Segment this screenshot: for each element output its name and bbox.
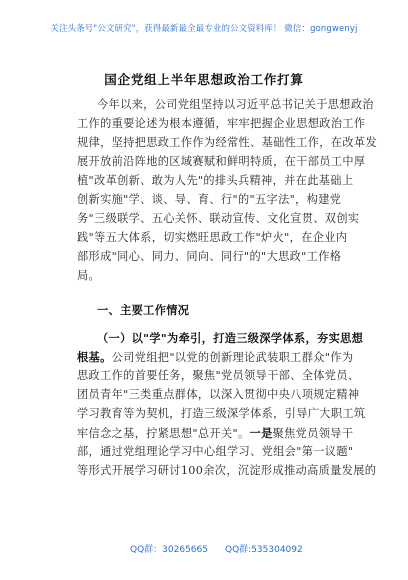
paragraph-line: 规律，坚持把思政工作作为经常性、基础性工作，在改革发 — [77, 136, 377, 149]
paragraph-line: 团员青年"三类重点群体，以深入贯彻中央八项规定精神 — [77, 388, 360, 401]
section-heading: 一、主要工作情况 — [97, 303, 190, 317]
top-banner: 关注头条号"公文研究"，获得最新最全最专业的公文资料库！ 微信：gongwenyj — [50, 23, 358, 33]
paragraph-text: 聚焦党员领导干 — [272, 427, 354, 440]
paragraph-line: 工作的重要论述为根本遵循，牢牢把握企业思想政治工作 — [77, 117, 366, 130]
paragraph-line: 践"等五大体系，切实燃旺思政工作"炉火"，在企业内 — [77, 231, 348, 244]
paragraph-line: 思政工作的首要任务，聚焦"党员领导干部、全体党员、 — [77, 369, 360, 382]
footer-qq-group-2: QQ群:535304092 — [225, 545, 303, 555]
paragraph-text: 牢信念之基，拧紧思想"总开关"。 — [77, 427, 250, 440]
paragraph-line: 创新实施"学、谈、导、育、行"的"五字法"，构建党 — [77, 193, 342, 206]
footer-qq-group-1: QQ群：30265665 — [130, 545, 208, 555]
bold-phrase: 一是 — [249, 426, 273, 440]
paragraph-line: 部形成"同心、同力、同向、同行"的"大思政"工作格 — [77, 250, 342, 263]
paragraph-line: 等形式开展学习研讨100余次，沉淀形成推动高质量发展的 — [77, 464, 377, 477]
paragraph-line: 局。 — [77, 269, 101, 282]
paragraph-line: 植"改革创新、敢为人先"的排头兵精神，并在此基础上 — [77, 174, 354, 187]
paragraph-line — [77, 350, 353, 365]
paragraph-line: 展开放前沿阵地的区域赛赋和鲜明特质，在干部员工中厚 — [77, 155, 366, 168]
subsection-heading: （一）以"学"为牵引，打造三级深学体系，夯实思想 — [97, 331, 364, 345]
paragraph-line: 务"三级联学、五心关怀、联动宣传、文化宣贯、双创实 — [77, 212, 360, 225]
paragraph-line: 学习教育等为契机，打造三级深学体系，引导广大职工筑 — [77, 407, 366, 420]
document-title: 国企党组上半年思想政治工作打算 — [104, 72, 304, 87]
paragraph-line: 今年以来，公司党组坚持以习近平总书记关于思想政治 — [97, 98, 374, 111]
paragraph-line — [77, 426, 353, 441]
paragraph-line: 部，通过党组理论学习中心组学习、党组会"第一议题" — [77, 445, 354, 458]
paragraph-text: 公司党组把"以党的创新理论武装职工群众"作为 — [111, 351, 354, 364]
bold-phrase: 根基。 — [77, 350, 112, 364]
